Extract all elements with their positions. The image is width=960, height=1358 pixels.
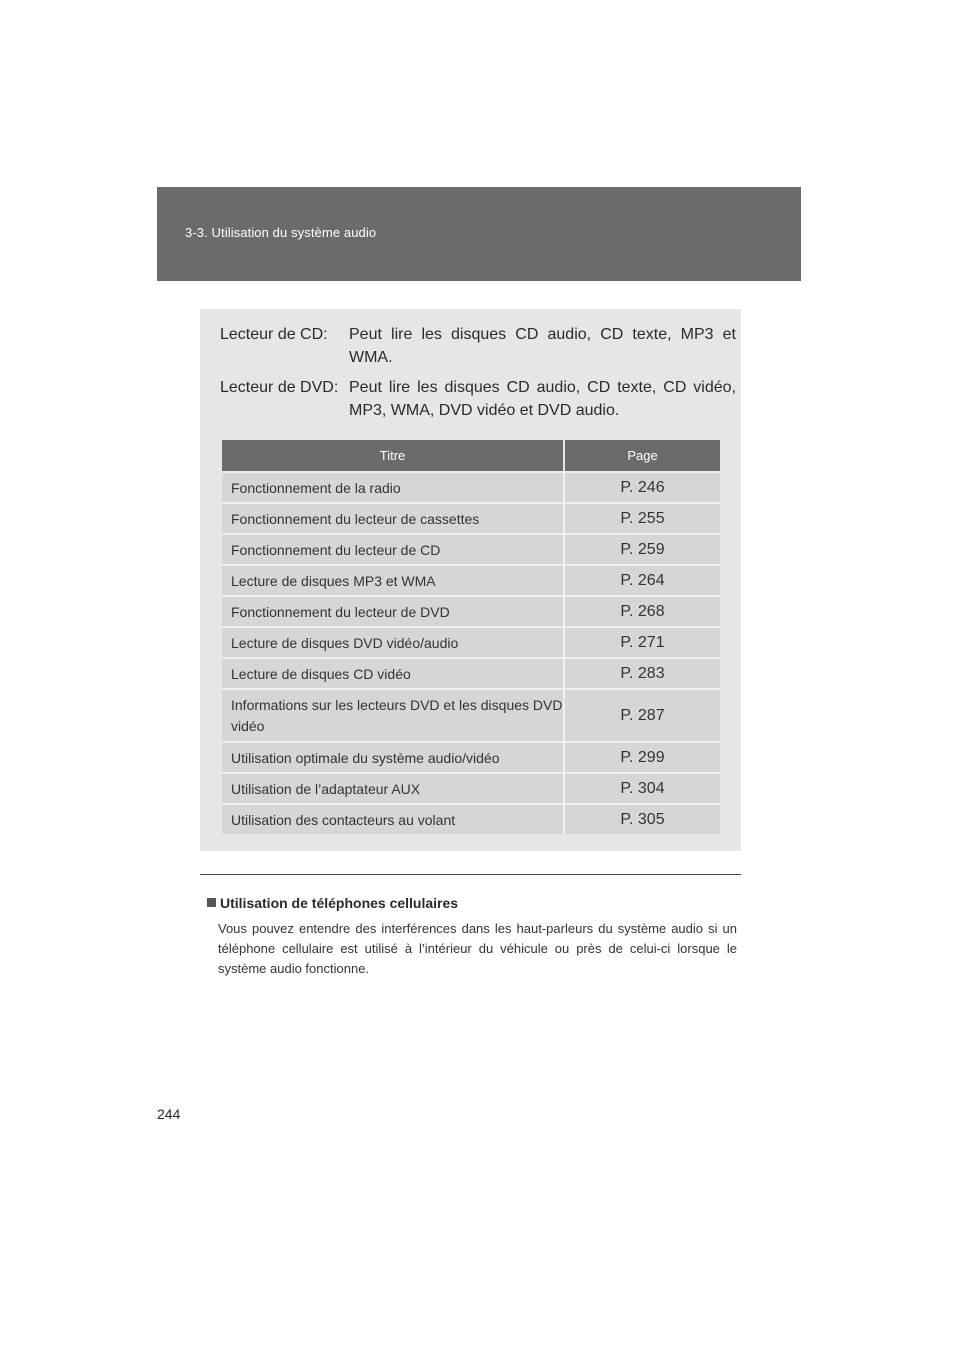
table-row [222,657,720,688]
table-row [222,595,720,626]
table-row [222,772,720,803]
note-heading-line [207,893,737,913]
row-title: Lecture de disques MP3 et WMA [222,564,565,595]
row-page: P. 246 [565,471,720,502]
audio-overview-box [200,309,741,851]
row-page: P. 255 [565,502,720,533]
row-title: Fonctionnement de la radio [222,471,565,502]
table-row [222,564,720,595]
row-title: Utilisation des contacteurs au volant [222,803,565,834]
row-page: P. 287 [565,688,720,741]
row-page: P. 305 [565,803,720,834]
page-number: 244 [157,1106,181,1122]
row-title: Utilisation optimale du système audio/vidéo [222,741,565,772]
row-page: P. 304 [565,772,720,803]
cd-player-description: Peut lire les disques CD audio, CD texte, MP3 et WMA. [349,326,736,366]
row-title: Fonctionnement du lecteur de cassettes [222,502,565,533]
table-row [222,471,720,502]
section-title: 3-3. Utilisation du système audio [185,225,377,240]
row-page: P. 271 [565,626,720,657]
section-divider [200,874,741,875]
row-title: Fonctionnement du lecteur de CD [222,533,565,564]
table-row [222,688,720,741]
table-header-row [222,440,720,471]
section-header-band [157,187,801,281]
dvd-player-label: Lecteur de DVD: [220,379,339,396]
table-row [222,533,720,564]
table-row [222,626,720,657]
row-page: P. 299 [565,741,720,772]
dvd-player-description: Peut lire les disques CD audio, CD texte, CD vidéo, MP3, WMA, DVD vidéo et DVD audio. [349,379,736,419]
cd-player-label: Lecteur de CD: [220,326,328,343]
row-title: Lecture de disques CD vidéo [222,657,565,688]
cellphone-note [207,893,737,979]
row-title: Informations sur les lecteurs DVD et les disques DVD vidéo [222,688,565,741]
row-page: P. 264 [565,564,720,595]
row-title: Fonctionnement du lecteur de DVD [222,595,565,626]
column-header-page: Page [565,440,720,471]
table-row [222,502,720,533]
row-title: Utilisation de l’adaptateur AUX [222,772,565,803]
row-page: P. 268 [565,595,720,626]
note-body: Vous pouvez entendre des interférences dans les haut-parleurs du système audio si un téléphone cellulaire est utilisé à l’intérieur du véhicule ou près de celui-ci lorsque le système audio fonctionne. [218,921,737,976]
square-bullet-icon [207,898,216,907]
note-heading: Utilisation de téléphones cellulaires [220,895,459,911]
column-header-title: Titre [222,440,565,471]
table-row [222,803,720,834]
row-page: P. 259 [565,533,720,564]
table-row [222,741,720,772]
row-page: P. 283 [565,657,720,688]
row-title: Lecture de disques DVD vidéo/audio [222,626,565,657]
contents-table [222,440,720,834]
